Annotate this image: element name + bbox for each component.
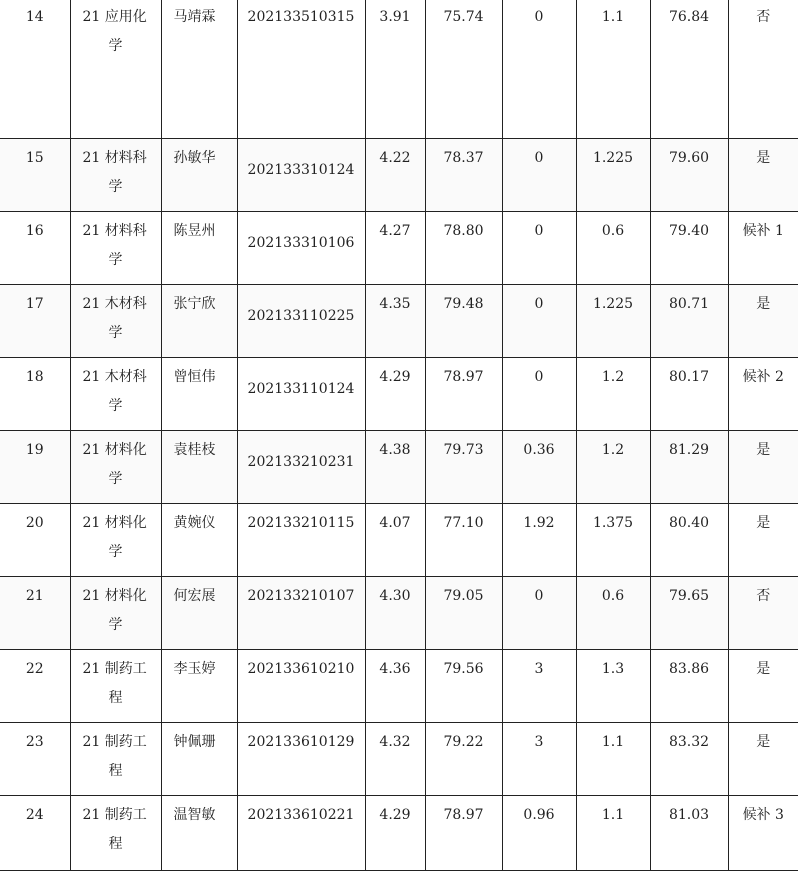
- bonus-a-cell: [502, 358, 576, 431]
- student-name-text: 曾恒伟: [173, 369, 216, 385]
- major-line-1: 21 制药工: [82, 807, 147, 823]
- major-cell: [70, 139, 161, 212]
- result-cell: [728, 577, 798, 650]
- row-number-cell: [0, 139, 70, 212]
- result-text: 是: [756, 296, 771, 312]
- result-cell: [728, 796, 798, 871]
- result-cell: [728, 650, 798, 723]
- student-name-cell: [161, 212, 237, 285]
- gpa-text: 4.30: [379, 588, 411, 604]
- gpa-cell: [365, 650, 425, 723]
- total-cell: [650, 212, 728, 285]
- total-text: 80.17: [668, 369, 710, 385]
- student-name-text: 何宏展: [173, 588, 216, 604]
- bonus-b-cell: [576, 504, 650, 577]
- table-row: [0, 504, 798, 577]
- major-text: [71, 139, 161, 202]
- total-text: 81.03: [668, 807, 710, 823]
- score-text: 78.97: [443, 369, 484, 385]
- total-text: 83.86: [668, 661, 710, 677]
- bonus-a-text: 0: [534, 150, 544, 166]
- student-name-text: 马靖霖: [173, 9, 216, 25]
- row-number-cell: [0, 796, 70, 871]
- student-name-text: 钟佩珊: [173, 734, 216, 750]
- result-text: 是: [756, 442, 771, 458]
- major-text: [71, 650, 161, 713]
- gpa-text: 4.29: [379, 369, 411, 385]
- gpa-cell: [365, 212, 425, 285]
- score-cell: [425, 504, 502, 577]
- bonus-a-text: 0: [534, 369, 544, 385]
- total-text: 83.32: [668, 734, 710, 750]
- major-text: [71, 431, 161, 494]
- major-line-1: 21 木材科: [82, 296, 147, 312]
- bonus-a-cell: [502, 723, 576, 796]
- total-text: 80.40: [668, 515, 710, 531]
- score-cell: [425, 358, 502, 431]
- row-number-text: 16: [25, 223, 44, 239]
- bonus-b-text: 1.2: [601, 442, 625, 458]
- result-text: 否: [756, 9, 771, 25]
- row-number-text: 19: [25, 442, 44, 458]
- student-name-cell: [161, 431, 237, 504]
- bonus-a-text: 0: [534, 588, 544, 604]
- student-name-text: 袁桂枝: [173, 442, 216, 458]
- student-id-text: 202133510315: [247, 9, 355, 25]
- row-number-text: 24: [25, 807, 44, 823]
- major-line-1: 21 制药工: [82, 734, 147, 750]
- student-name-cell: [161, 650, 237, 723]
- row-number-text: 17: [25, 296, 44, 312]
- major-line-2: 学: [108, 544, 123, 560]
- total-cell: [650, 431, 728, 504]
- score-cell: [425, 0, 502, 139]
- bonus-b-cell: [576, 577, 650, 650]
- major-text: [71, 577, 161, 640]
- total-text: 79.60: [668, 150, 710, 166]
- bonus-a-cell: [502, 431, 576, 504]
- total-text: 76.84: [668, 9, 710, 25]
- row-number-cell: [0, 285, 70, 358]
- major-line-2: 学: [108, 252, 123, 268]
- result-cell: [728, 431, 798, 504]
- result-cell: [728, 504, 798, 577]
- result-text: 候补 3: [742, 807, 784, 823]
- bonus-b-text: 1.1: [601, 807, 625, 823]
- bonus-b-text: 1.3: [601, 661, 625, 677]
- row-number-cell: [0, 358, 70, 431]
- major-line-1: 21 材料化: [82, 588, 147, 604]
- major-line-2: 学: [108, 325, 123, 341]
- bonus-a-text: 0: [534, 9, 544, 25]
- student-id-cell: [237, 0, 365, 139]
- gpa-cell: [365, 577, 425, 650]
- gpa-cell: [365, 504, 425, 577]
- major-cell: [70, 285, 161, 358]
- student-id-cell: [237, 431, 365, 504]
- major-text: [71, 212, 161, 275]
- student-id-cell: [237, 723, 365, 796]
- student-name-cell: [161, 285, 237, 358]
- result-cell: [728, 139, 798, 212]
- student-name-cell: [161, 358, 237, 431]
- total-text: 79.65: [668, 588, 710, 604]
- student-id-text: 202133310106: [247, 235, 355, 251]
- student-name-text: 李玉婷: [173, 661, 216, 677]
- table-row: [0, 723, 798, 796]
- gpa-text: 4.29: [379, 807, 411, 823]
- gpa-text: 4.27: [379, 223, 411, 239]
- row-number-cell: [0, 577, 70, 650]
- bonus-b-cell: [576, 139, 650, 212]
- major-line-2: 学: [108, 471, 123, 487]
- bonus-a-text: 3: [534, 661, 544, 677]
- row-number-cell: [0, 723, 70, 796]
- major-cell: [70, 504, 161, 577]
- bonus-a-cell: [502, 796, 576, 871]
- table-row: [0, 285, 798, 358]
- major-text: [71, 796, 161, 859]
- student-id-cell: [237, 504, 365, 577]
- gpa-cell: [365, 358, 425, 431]
- bonus-a-text: 0.96: [523, 807, 555, 823]
- bonus-a-cell: [502, 212, 576, 285]
- gpa-text: 4.07: [379, 515, 411, 531]
- gpa-text: 4.35: [379, 296, 411, 312]
- student-id-cell: [237, 796, 365, 871]
- bonus-b-cell: [576, 0, 650, 139]
- bonus-b-cell: [576, 212, 650, 285]
- row-number-cell: [0, 0, 70, 139]
- gpa-cell: [365, 431, 425, 504]
- bonus-b-text: 1.1: [601, 734, 625, 750]
- gpa-text: 4.36: [379, 661, 411, 677]
- total-cell: [650, 358, 728, 431]
- major-line-2: 学: [108, 398, 123, 414]
- bonus-b-text: 1.225: [592, 296, 634, 312]
- major-text: [71, 285, 161, 348]
- table-row: [0, 139, 798, 212]
- student-name-cell: [161, 504, 237, 577]
- score-cell: [425, 650, 502, 723]
- student-id-cell: [237, 139, 365, 212]
- student-name-cell: [161, 139, 237, 212]
- row-number-text: 18: [25, 369, 44, 385]
- bonus-a-text: 3: [534, 734, 544, 750]
- total-text: 79.40: [668, 223, 710, 239]
- total-cell: [650, 139, 728, 212]
- student-id-text: 202133210231: [247, 454, 355, 470]
- student-name-text: 陈昱州: [173, 223, 216, 239]
- gpa-text: 3.91: [379, 9, 411, 25]
- table-row: [0, 431, 798, 504]
- total-cell: [650, 285, 728, 358]
- major-line-1: 21 材料化: [82, 515, 147, 531]
- major-line-1: 21 木材科: [82, 369, 147, 385]
- bonus-b-cell: [576, 650, 650, 723]
- table-row: [0, 577, 798, 650]
- bonus-b-cell: [576, 285, 650, 358]
- result-text: 是: [756, 661, 771, 677]
- result-cell: [728, 285, 798, 358]
- bonus-a-cell: [502, 577, 576, 650]
- major-line-2: 程: [108, 763, 123, 779]
- row-number-cell: [0, 504, 70, 577]
- row-number-text: 15: [25, 150, 44, 166]
- total-cell: [650, 577, 728, 650]
- student-id-text: 202133610210: [247, 661, 355, 677]
- student-id-text: 202133110225: [247, 308, 355, 324]
- student-id-cell: [237, 577, 365, 650]
- bonus-a-cell: [502, 139, 576, 212]
- total-cell: [650, 723, 728, 796]
- major-line-2: 程: [108, 836, 123, 852]
- major-cell: [70, 212, 161, 285]
- bonus-b-text: 1.1: [601, 9, 625, 25]
- student-id-text: 202133210107: [247, 588, 355, 604]
- major-cell: [70, 577, 161, 650]
- row-number-cell: [0, 212, 70, 285]
- result-cell: [728, 0, 798, 139]
- result-text: 否: [756, 588, 771, 604]
- score-cell: [425, 431, 502, 504]
- result-cell: [728, 212, 798, 285]
- score-text: 78.97: [443, 807, 484, 823]
- gpa-cell: [365, 285, 425, 358]
- gpa-text: 4.22: [379, 150, 411, 166]
- major-cell: [70, 431, 161, 504]
- major-line-2: 学: [108, 38, 123, 54]
- gpa-cell: [365, 139, 425, 212]
- student-id-text: 202133610221: [247, 807, 355, 823]
- result-cell: [728, 723, 798, 796]
- table-row: [0, 358, 798, 431]
- result-text: 是: [756, 150, 771, 166]
- student-id-cell: [237, 358, 365, 431]
- score-text: 75.74: [443, 9, 484, 25]
- student-name-text: 张宁欣: [173, 296, 216, 312]
- bonus-a-text: 0: [534, 223, 544, 239]
- gpa-text: 4.38: [379, 442, 411, 458]
- table-row: [0, 0, 798, 139]
- table-row: [0, 650, 798, 723]
- student-id-cell: [237, 212, 365, 285]
- student-id-text: 202133610129: [247, 734, 355, 750]
- major-cell: [70, 723, 161, 796]
- major-text: [71, 0, 161, 61]
- major-cell: [70, 0, 161, 139]
- student-name-cell: [161, 796, 237, 871]
- total-cell: [650, 796, 728, 871]
- total-text: 81.29: [668, 442, 710, 458]
- row-number-cell: [0, 431, 70, 504]
- total-cell: [650, 0, 728, 139]
- bonus-b-text: 0.6: [601, 588, 625, 604]
- table-row: [0, 796, 798, 871]
- result-text: 候补 2: [742, 369, 784, 385]
- major-line-2: 学: [108, 179, 123, 195]
- score-text: 79.22: [443, 734, 484, 750]
- result-text: 是: [756, 515, 771, 531]
- major-cell: [70, 796, 161, 871]
- gpa-text: 4.32: [379, 734, 411, 750]
- score-cell: [425, 212, 502, 285]
- score-cell: [425, 285, 502, 358]
- score-cell: [425, 796, 502, 871]
- major-line-2: 学: [108, 617, 123, 633]
- bonus-a-cell: [502, 285, 576, 358]
- student-id-cell: [237, 285, 365, 358]
- score-text: 79.48: [443, 296, 484, 312]
- row-number-text: 22: [25, 661, 44, 677]
- row-number-cell: [0, 650, 70, 723]
- student-id-text: 202133310124: [247, 162, 355, 178]
- bonus-a-text: 0: [534, 296, 544, 312]
- score-text: 78.80: [443, 223, 484, 239]
- score-text: 79.73: [443, 442, 484, 458]
- bonus-a-text: 1.92: [523, 515, 555, 531]
- major-cell: [70, 650, 161, 723]
- student-name-text: 黄婉仪: [173, 515, 216, 531]
- total-text: 80.71: [668, 296, 710, 312]
- student-id-text: 202133210115: [247, 515, 355, 531]
- student-id-cell: [237, 650, 365, 723]
- result-text: 候补 1: [742, 223, 784, 239]
- major-text: [71, 358, 161, 421]
- row-number-text: 23: [25, 734, 44, 750]
- score-text: 79.05: [443, 588, 484, 604]
- result-cell: [728, 358, 798, 431]
- gpa-cell: [365, 0, 425, 139]
- major-cell: [70, 358, 161, 431]
- bonus-b-text: 1.225: [592, 150, 634, 166]
- major-text: [71, 723, 161, 786]
- student-name-cell: [161, 577, 237, 650]
- bonus-a-cell: [502, 650, 576, 723]
- student-name-text: 温智敏: [173, 807, 216, 823]
- major-line-2: 程: [108, 690, 123, 706]
- score-cell: [425, 577, 502, 650]
- bonus-b-cell: [576, 358, 650, 431]
- bonus-b-text: 1.375: [592, 515, 634, 531]
- student-name-text: 孙敏华: [173, 150, 216, 166]
- bonus-b-cell: [576, 431, 650, 504]
- bonus-b-cell: [576, 796, 650, 871]
- score-text: 78.37: [443, 150, 484, 166]
- major-line-1: 21 应用化: [82, 9, 147, 25]
- score-text: 79.56: [443, 661, 484, 677]
- row-number-text: 21: [25, 588, 44, 604]
- major-line-1: 21 材料科: [82, 150, 147, 166]
- major-text: [71, 504, 161, 567]
- bonus-b-cell: [576, 723, 650, 796]
- gpa-cell: [365, 723, 425, 796]
- student-name-cell: [161, 723, 237, 796]
- bonus-b-text: 0.6: [601, 223, 625, 239]
- major-line-1: 21 材料科: [82, 223, 147, 239]
- major-line-1: 21 材料化: [82, 442, 147, 458]
- bonus-a-text: 0.36: [523, 442, 555, 458]
- gpa-cell: [365, 796, 425, 871]
- bonus-b-text: 1.2: [601, 369, 625, 385]
- score-text: 77.10: [443, 515, 484, 531]
- bonus-a-cell: [502, 0, 576, 139]
- row-number-text: 20: [25, 515, 44, 531]
- major-line-1: 21 制药工: [82, 661, 147, 677]
- student-id-text: 202133110124: [247, 381, 355, 397]
- row-number-text: 14: [25, 9, 44, 25]
- score-cell: [425, 723, 502, 796]
- score-cell: [425, 139, 502, 212]
- bonus-a-cell: [502, 504, 576, 577]
- total-cell: [650, 650, 728, 723]
- student-name-cell: [161, 0, 237, 139]
- result-text: 是: [756, 734, 771, 750]
- total-cell: [650, 504, 728, 577]
- table-row: [0, 212, 798, 285]
